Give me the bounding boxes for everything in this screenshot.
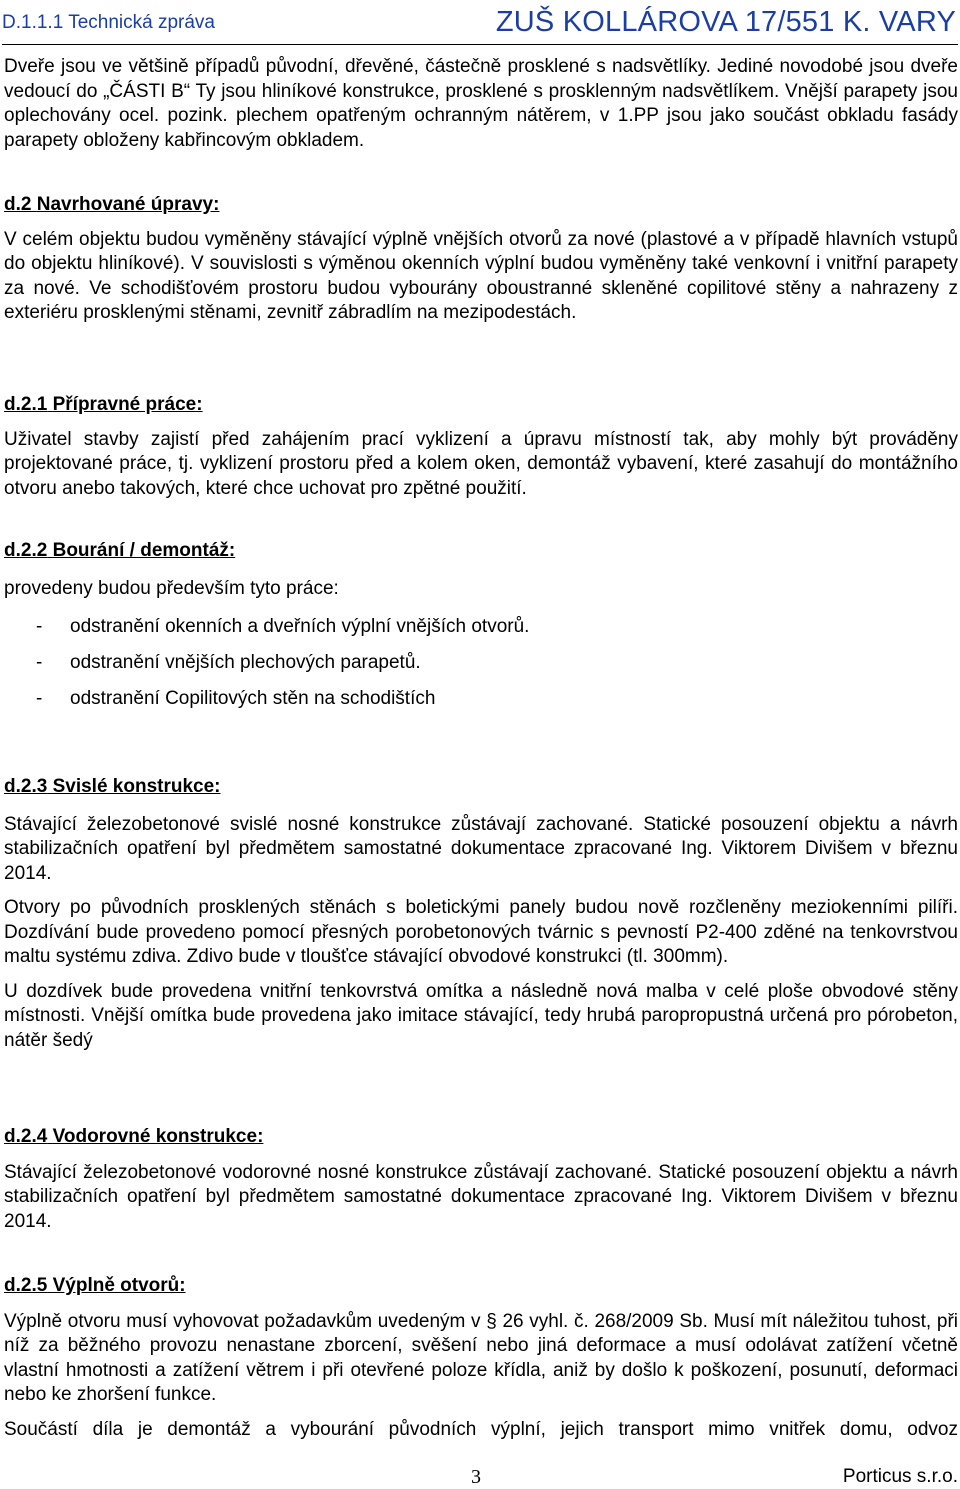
section-intro: provedeny budou především tyto práce: <box>4 577 339 599</box>
section-d24 <box>4 1125 958 1234</box>
section-number: d.2.4 <box>4 1126 48 1147</box>
intro-block <box>4 55 958 153</box>
list-dash: - <box>36 688 43 709</box>
company-name: Porticus s.r.o. <box>842 1466 958 1487</box>
section-number: d.2.5 <box>4 1275 48 1296</box>
list-item <box>4 687 435 712</box>
section-paragraph: V celém objektu budou vyměněny stávající výplně vnějších otvorů za nové (plastové a v případě hlavních vstupů do objektu hliníkové). V souvislosti s výměnou okenních výplní budou vyměněny také venkovní i vnitřní parapety za nové. Ve schodišťovém prostoru budou vybourány oboustranné skleněné copilitové stěny a nahrazeny z exteriéru prosklenými stěnami, zevnitř zábradlím na mezipodestách. <box>4 228 958 323</box>
page-number: 3 <box>471 1466 481 1488</box>
section-heading <box>4 393 958 418</box>
list-item-text: odstranění Copilitových stěn na schodištích <box>70 688 436 709</box>
section-paragraph: Otvory po původních prosklených stěnách s boletickými panely budou nově rozčleněny meziokenními pilíři. Dozdívání bude provedeno pomocí přesných porobetonových tvárnic s pevností P2-400 zděné na tenkovrstvou maltu systému zdiva. Zdivo bude v tloušťce stávající obvodové konstrukci (tl. 300mm). <box>4 897 958 967</box>
list-item-text: odstranění vnějších plechových parapetů. <box>70 652 421 673</box>
section-title: Vodorovné konstrukce: <box>52 1126 264 1147</box>
section-d23 <box>4 775 958 1053</box>
section-heading <box>4 539 958 564</box>
section-paragraph: Stávající železobetonové vodorovné nosné konstrukce zůstávají zachované. Statické posouzení objektu a návrh stabilizačních opatření byl předmětem samostatné dokumentace zpracované Ing. Viktorem Divišem v březnu 2014. <box>4 1161 958 1232</box>
section-d25 <box>4 1274 958 1442</box>
section-heading <box>4 1274 958 1299</box>
section-number: d.2.1 <box>4 394 48 415</box>
section-heading <box>4 775 958 800</box>
section-number: d.2.2 <box>4 540 48 561</box>
section-title: Svislé konstrukce: <box>52 776 221 797</box>
section-d2 <box>4 193 958 326</box>
section-paragraph: Uživatel stavby zajistí před zahájením prací vyklizení a úpravu místností tak, aby mohly být prováděny projektované práce, tj. vyklizení prostoru před a kolem oken, demontáž vybavení, které zasahují do montážního otvoru anebo takových, které chce uchovat pro zpětné použití. <box>4 428 958 499</box>
document-id: D.1.1.1 Technická zpráva <box>2 12 215 33</box>
section-heading <box>4 193 958 218</box>
section-paragraph: Stávající železobetonové svislé nosné konstrukce zůstávají zachované. Statické posouzení objektu a návrh stabilizačních opatření byl předmětem samostatné dokumentace zpracované Ing. Viktorem Divišem v březnu 2014. <box>4 813 958 884</box>
section-number: d.2 <box>4 194 32 215</box>
intro-paragraph: Dveře jsou ve většině případů původní, dřevěné, částečně prosklené s nadsvětlíky. Jediné novodobé jsou dveře vedoucí do „ČÁSTI B“ Ty jsou hliníkové konstrukce, prosklené s prosklenným nadsvětlíkem. Vnější parapety jsou oplechovány ocel. pozink. plechem opatřeným ochranným nátěrem, v 1.PP jsou jako součást obkladu fasády parapety obloženy kabřincovým obkladem. <box>4 56 958 151</box>
section-title: Navrhované úpravy: <box>36 194 220 215</box>
section-d22 <box>4 539 958 601</box>
list-item-text: odstranění okenních a dveřních výplní vnějších otvorů. <box>70 616 530 637</box>
section-number: d.2.3 <box>4 776 48 797</box>
section-title: Přípravné práce: <box>52 394 203 415</box>
section-title: Bourání / demontáž: <box>52 540 236 561</box>
list-dash: - <box>36 652 43 673</box>
list-dash: - <box>36 616 43 637</box>
section-paragraph: U dozdívek bude provedena vnitřní tenkovrstvá omítka a následně nová malba v celé ploše obvodové stěny místnosti. Vnější omítka bude provedena jako imitace stávající, tedy hrubá paropropustná určená pro pórobeton, nátěr šedý <box>4 980 958 1051</box>
project-title: ZUŠ KOLLÁROVA 17/551 K. VARY <box>495 6 956 38</box>
section-paragraph: Výplně otvoru musí vyhovovat požadavkům uvedeným v § 26 vyhl. č. 268/2009 Sb. Musí mít náležitou tuhost, při níž za běžného provozu nenastane zborcení, svěšení nebo jiná deformace a musí odolávat zatížení včetně vlastní hmotnosti a zatížení větrem i při otevřené poloze křídla, aniž by došlo k poškození, posunutí, deformaci nebo ke zhoršení funkce. <box>4 1310 958 1405</box>
section-d21 <box>4 393 958 501</box>
list-item <box>4 651 421 676</box>
section-paragraph: Součástí díla je demontáž a vybourání původních výplní, jejich transport mimo vnitřek domu, odvoz <box>4 1418 958 1440</box>
section-heading <box>4 1125 958 1150</box>
section-title: Výplně otvorů: <box>52 1275 186 1296</box>
page-header <box>2 4 958 45</box>
list-item <box>4 615 529 640</box>
